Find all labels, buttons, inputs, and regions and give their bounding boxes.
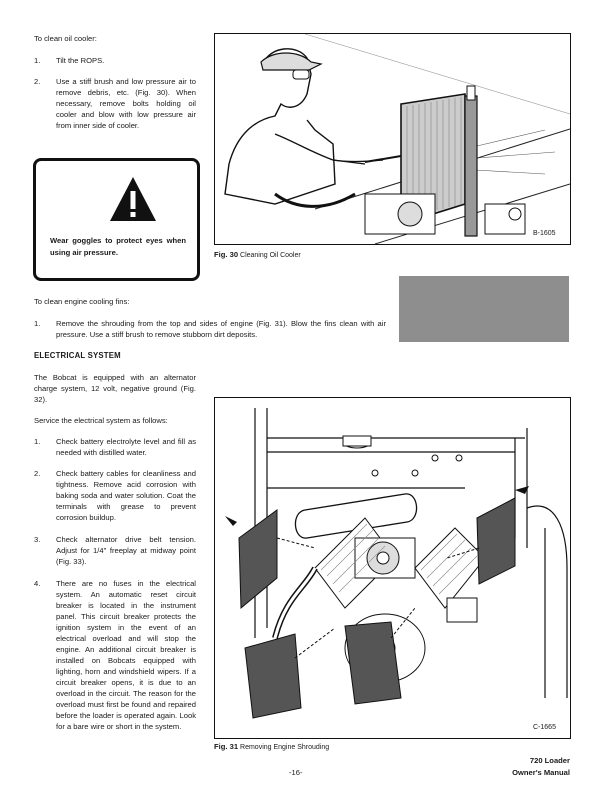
warning-box [33, 158, 200, 281]
electrical-step-3 [34, 534, 196, 568]
step-text: Tilt the ROPS. [56, 56, 105, 65]
cooling-fins-step-1 [34, 318, 384, 342]
step-number: 2. [34, 469, 41, 478]
cooling-fins-intro: To clean engine cooling fins: [34, 297, 130, 306]
figure-31-code: C-1665 [533, 724, 556, 731]
step-text: Remove the shrouding from the top and sides of engine (Fig. 31). Blow the fins clean with air pressure. Use a stiff brush to remove stubborn dirt deposits. [56, 319, 386, 339]
electrical-service-intro: Service the electrical system as follows: [34, 416, 168, 425]
oil-cooler-cleaning-drawing [215, 34, 570, 244]
figure-31-caption [214, 742, 329, 751]
step-text: There are no fuses in the electrical system. An automatic reset circuit breaker is located in the instrument panel. This circuit breaker protects the ignition system in the event of an electrical overload and will stop the engine. An additional circuit breaker is installed on Bobcats equipped with lighting, horn and windshield wipers. If a circuit breaker opens, it is due to an overload in the circuit. The reason for the overload must first be found and repaired before the loader is operated again. Look for a bare wire or short in the system. [56, 579, 196, 731]
oil-cooler-step-2 [34, 76, 196, 136]
warning-triangle-icon [108, 175, 158, 223]
electrical-intro: The Bobcat is equipped with an alternator charge system, 12 volt, negative ground (Fig. 32). [34, 373, 196, 404]
footer-manual: Owner's Manual [512, 768, 570, 777]
warning-text: Wear goggles to protect eyes when using air pressure. [50, 236, 186, 257]
figure-30-illustration [214, 33, 571, 245]
electrical-step-2 [34, 468, 196, 524]
figure-31-label: Fig. 31 [214, 742, 239, 751]
gray-blank-block [399, 276, 569, 342]
electrical-heading: ELECTRICAL SYSTEM [34, 351, 121, 360]
figure-30-caption [214, 250, 301, 259]
step-text: Check alternator drive belt tension. Adjust for 1/4" freeplay at midway point (Fig. 33). [56, 535, 196, 566]
electrical-step-4 [34, 578, 196, 758]
step-number: 1. [34, 437, 41, 446]
step-number: 2. [34, 77, 41, 86]
figure-30-caption-text: Cleaning Oil Cooler [240, 252, 301, 259]
step-number: 4. [34, 579, 41, 588]
step-text: Check battery cables for cleanliness and tightness. Remove acid corrosion with baking soda and water solution. Coat the terminals with grease to prevent corrosion buildup. [56, 469, 196, 522]
figure-31-caption-text: Removing Engine Shrouding [240, 744, 330, 751]
step-text: Check battery electrolyte level and fill as needed with distilled water. [56, 437, 196, 457]
figure-30-code: B-1605 [533, 230, 556, 237]
figure-30-label: Fig. 30 [214, 250, 239, 259]
figure-31-illustration [214, 397, 571, 739]
footer-model: 720 Loader [529, 756, 570, 765]
step-number: 1. [34, 319, 41, 328]
electrical-step-1 [34, 436, 196, 460]
oil-cooler-intro: To clean oil cooler: [34, 34, 97, 43]
oil-cooler-step-1 [34, 55, 196, 67]
page-number: -16- [289, 768, 303, 777]
step-text: Use a stiff brush and low pressure air to remove debris, etc. (Fig. 30). When necessary, remove bolts holding oil cooler and blow with low pressure air from inner side of cooler. [56, 77, 196, 130]
step-number: 1. [34, 56, 41, 65]
engine-shrouding-drawing [215, 398, 570, 738]
step-number: 3. [34, 535, 41, 544]
